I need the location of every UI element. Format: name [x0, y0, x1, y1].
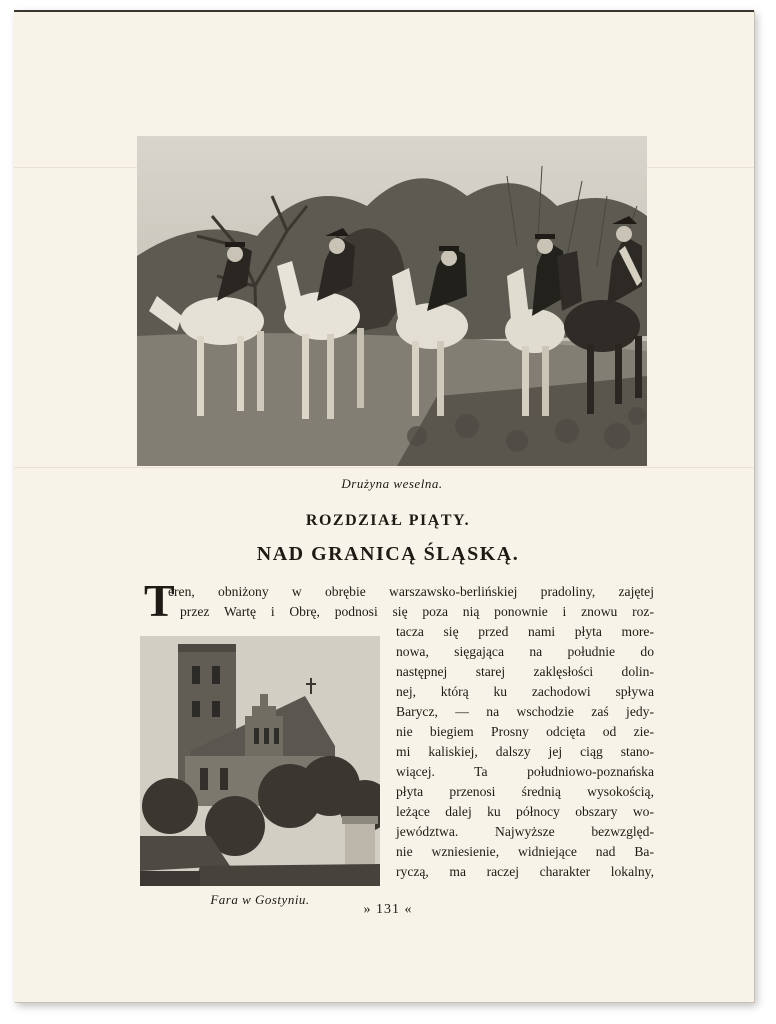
chapter-title: NAD GRANICĄ ŚLĄSKĄ. [256, 543, 520, 565]
text-line: nie biegiem Prosny odcięta od zie- [396, 724, 654, 739]
text-line: nej, którą ku zachodowi spływa [396, 684, 654, 699]
riders-photo [137, 136, 647, 466]
chapter-label: ROZDZIAŁ PIĄTY. [305, 512, 471, 529]
text-line: nie wzniesienie, widniejące nad Ba- [396, 844, 654, 859]
text-line: eren, obniżony w obrębie warszawsko-berlińskiej pradoliny, zajętej [168, 584, 654, 599]
text-line: wiącej. Ta południowo-poznańska [396, 764, 654, 779]
text-line: płyta przenosi średnią wysokością, [396, 784, 654, 799]
text-line: ryczą, ma raczej charakter lokalny, [396, 864, 654, 879]
riders-on-horses-photo [137, 136, 647, 466]
page-fold-line [14, 467, 754, 468]
dropcap: T [144, 575, 175, 626]
text-line: nowa, sięgająca na południe do [396, 644, 654, 659]
top-photo-caption: Drużyna weselna. [341, 476, 443, 491]
church-photo-frame [140, 636, 380, 886]
text-line: jewództwa. Najwyższe bezwzględ- [396, 824, 654, 839]
bottom-photo-caption: Fara w Gostyniu. [210, 892, 310, 907]
church-photo [140, 636, 380, 886]
text-line: następnej starej zaklęsłości dolin- [396, 664, 654, 679]
text-line: tacza się przed nami płyta more- [396, 624, 654, 639]
text-line: mi kaliskiej, dalszy jej ciąg stano- [396, 744, 654, 759]
page-number: » 131 « [363, 902, 413, 917]
text-line: leżące dalej ku północy obszary wo- [396, 804, 654, 819]
text-line: przez Wartę i Obrę, podnosi się poza nią ponownie i znowu roz- [180, 604, 654, 619]
text-line: Barycz, — na wschodzie zaś jedy- [396, 704, 654, 719]
